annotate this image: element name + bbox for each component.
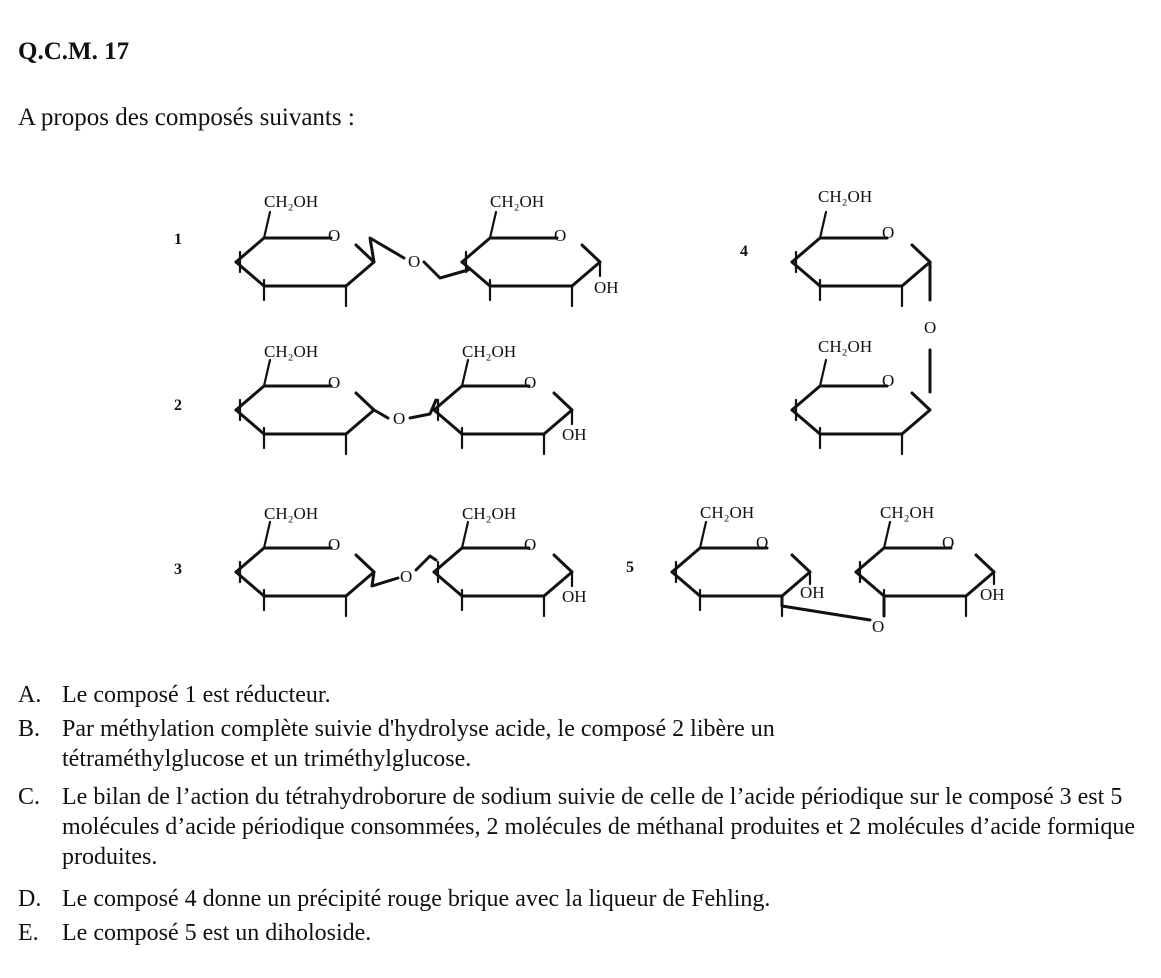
ring-oxygen: O — [328, 535, 341, 554]
option-letter: D. — [18, 886, 42, 912]
option-e[interactable] — [18, 918, 1158, 948]
ch2oh-label: CH₂OH — [462, 342, 517, 361]
option-letter: B. — [18, 716, 41, 742]
ring-oxygen: O — [554, 226, 567, 245]
ch2oh-label: CH₂OH — [490, 192, 545, 211]
ring-oxygen: O — [756, 533, 769, 552]
compound-label-2: 2 — [174, 397, 182, 414]
compound-label-4: 4 — [740, 243, 748, 260]
bridge-oxygen: O — [408, 252, 421, 271]
option-text: Par méthylation complète suivie d'hydrolyse acide, le composé 2 libère un tétraméthylglucose et un triméthylglucose. — [62, 716, 775, 772]
ch2oh-label: CH₂OH — [818, 337, 873, 356]
ch2oh-label: CH₂OH — [818, 187, 873, 206]
ring-oxygen: O — [524, 373, 537, 392]
question-title: Q.C.M. 17 — [18, 38, 130, 65]
bridge-oxygen: O — [924, 318, 937, 337]
oh-label: OH — [562, 425, 587, 444]
ch2oh-label: CH₂OH — [462, 504, 517, 523]
option-a[interactable] — [18, 680, 1158, 710]
question-intro: A propos des composés suivants : — [18, 104, 355, 131]
ring-oxygen: O — [328, 373, 341, 392]
option-letter: A. — [18, 682, 42, 708]
option-text: Le composé 5 est un diholoside. — [62, 920, 372, 946]
compound-label-5: 5 — [626, 559, 634, 576]
option-b[interactable] — [18, 714, 1158, 774]
ring-oxygen: O — [328, 226, 341, 245]
ring-oxygen: O — [942, 533, 955, 552]
bridge-oxygen: O — [872, 617, 885, 636]
ch2oh-label: CH₂OH — [880, 503, 935, 522]
ring-oxygen: O — [882, 371, 895, 390]
ch2oh-label: CH₂OH — [264, 504, 319, 523]
ch2oh-label: CH₂OH — [700, 503, 755, 522]
ring-oxygen: O — [524, 535, 537, 554]
compound-label-3: 3 — [174, 561, 182, 578]
ch2oh-label: CH₂OH — [264, 192, 319, 211]
option-letter: E. — [18, 920, 39, 946]
oh-label: OH — [562, 587, 587, 606]
bridge-oxygen: O — [393, 409, 406, 428]
option-text: Le bilan de l’action du tétrahydroborure de sodium suivie de celle de l’acide périodique sur le composé 3 est 5 molécules d’acide périodique consommées, 2 molécules de méthanal produites et 2 molécules d’acide formique produites. — [62, 784, 1135, 870]
option-c[interactable] — [18, 782, 1158, 872]
ch2oh-label: CH₂OH — [264, 342, 319, 361]
oh-label: OH — [800, 583, 825, 602]
ring-oxygen: O — [882, 223, 895, 242]
option-d[interactable] — [18, 884, 1158, 914]
option-text: Le composé 4 donne un précipité rouge brique avec la liqueur de Fehling. — [62, 886, 771, 912]
option-letter: C. — [18, 784, 41, 810]
compound-label-1: 1 — [174, 231, 182, 248]
bridge-oxygen: O — [400, 567, 413, 586]
oh-label: OH — [594, 278, 619, 297]
oh-label: OH — [980, 585, 1005, 604]
option-text: Le composé 1 est réducteur. — [62, 682, 331, 708]
